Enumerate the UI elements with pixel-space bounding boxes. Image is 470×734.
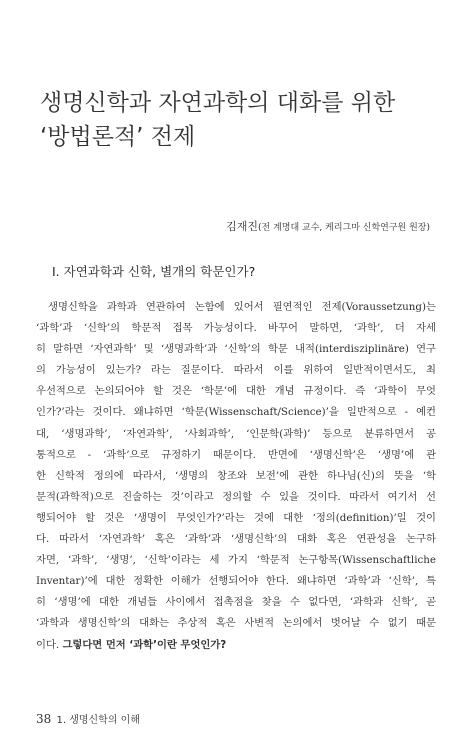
body-line: ‘과학’과 ‘신학’의 학문적 접목 가능성이다. 바꾸어 말하면, ‘과학’, 더 자세 [36, 322, 436, 335]
body-line: 인가?’라는 것이다. 왜냐하면 ‘학문(Wissenschaft/Science)’을 일반적으로 - 예컨 [36, 406, 436, 419]
page-number: 38 [36, 712, 52, 726]
body-line-final [36, 635, 436, 656]
body-line-end: 이다. [36, 638, 60, 651]
page-footer [36, 711, 140, 726]
body-line: 우선적으로 논의되어야 할 것은 ‘학문’에 대한 개념 규정이다. 즉 ‘과학이 무엇 [36, 385, 436, 398]
author-affiliation: (전 계명대 교수, 케리그마 신학연구원 원장) [258, 223, 430, 233]
title-line-2: ‘방법론적’ 전제 [40, 124, 196, 150]
body-line: 히 말하면 ‘자연과학’ 및 ‘생명과학’과 ‘신학’의 학문 내적(interdisziplinäre) 연구 [36, 343, 436, 356]
body-line: 자면, ‘과학’, ‘생명’, ‘신학’이라는 세 가지 ‘학문적 논구항목(Wissenschaftliche [36, 554, 436, 567]
article-title [40, 86, 440, 154]
title-line-1: 생명신학과 자연과학의 대화를 위한 [40, 90, 396, 116]
body-line: 히 ‘생명’에 대한 개념들 사이에서 접촉점을 찾을 수 없다면, ‘과학과 신학’, 곧 [36, 596, 436, 609]
body-line: 행되어야 할 것은 ‘생명이 무엇인가?’라는 것에 대한 ‘정의(definition)’일 것이 [36, 511, 436, 524]
body-line: 통적으로 - ‘과학’으로 규정하기 때문이다. 반면에 ‘생명신학’은 ‘생명’에 관 [36, 448, 436, 461]
closing-question: 그렇다면 먼저 ‘과학’이란 무엇인가? [62, 638, 227, 651]
body-line: Inventar)’에 대한 정확한 이해가 선행되어야 한다. 왜냐하면 ‘과학’과 ‘신학’, 특 [36, 575, 436, 588]
body-paragraph [36, 297, 436, 656]
body-line: 생명신학을 과학과 연관하여 논함에 있어서 필연적인 전제(Voraussetzung)는 [48, 301, 436, 313]
author-byline [226, 218, 430, 234]
body-line: 한 신학적 정의에 따라서, ‘생명의 창조와 보전’에 관한 하나님(신)의 뜻을 ‘학 [36, 469, 436, 482]
body-line: 대, ‘생명과학’, ‘자연과학’, ‘사회과학’, ‘인문학(과학)’ 등으로 분류하면서 공 [36, 427, 436, 440]
section-heading: Ⅰ. 자연과학과 신학, 별개의 학문인가? [52, 264, 256, 279]
running-title: 1. 생명신학의 이해 [56, 715, 140, 726]
body-line: 의 가능성이 있는가? 라는 질문이다. 따라서 이를 위하여 일반적이면서도, 최 [36, 364, 436, 377]
body-line: 다. 따라서 ‘자연과학’ 혹은 ‘과학’과 ‘생명신학’의 대화 혹은 연관성을 논구하 [36, 533, 436, 546]
body-line: ‘과학과 생명신학’의 대화는 추상적 혹은 사변적 논의에서 벗어날 수 없기 때문 [36, 617, 436, 630]
author-name: 김재진 [226, 220, 258, 233]
body-line: 문적(과학적)으로 진술하는 것’이라고 정의할 수 있을 것이다. 따라서 여기서 선 [36, 490, 436, 503]
